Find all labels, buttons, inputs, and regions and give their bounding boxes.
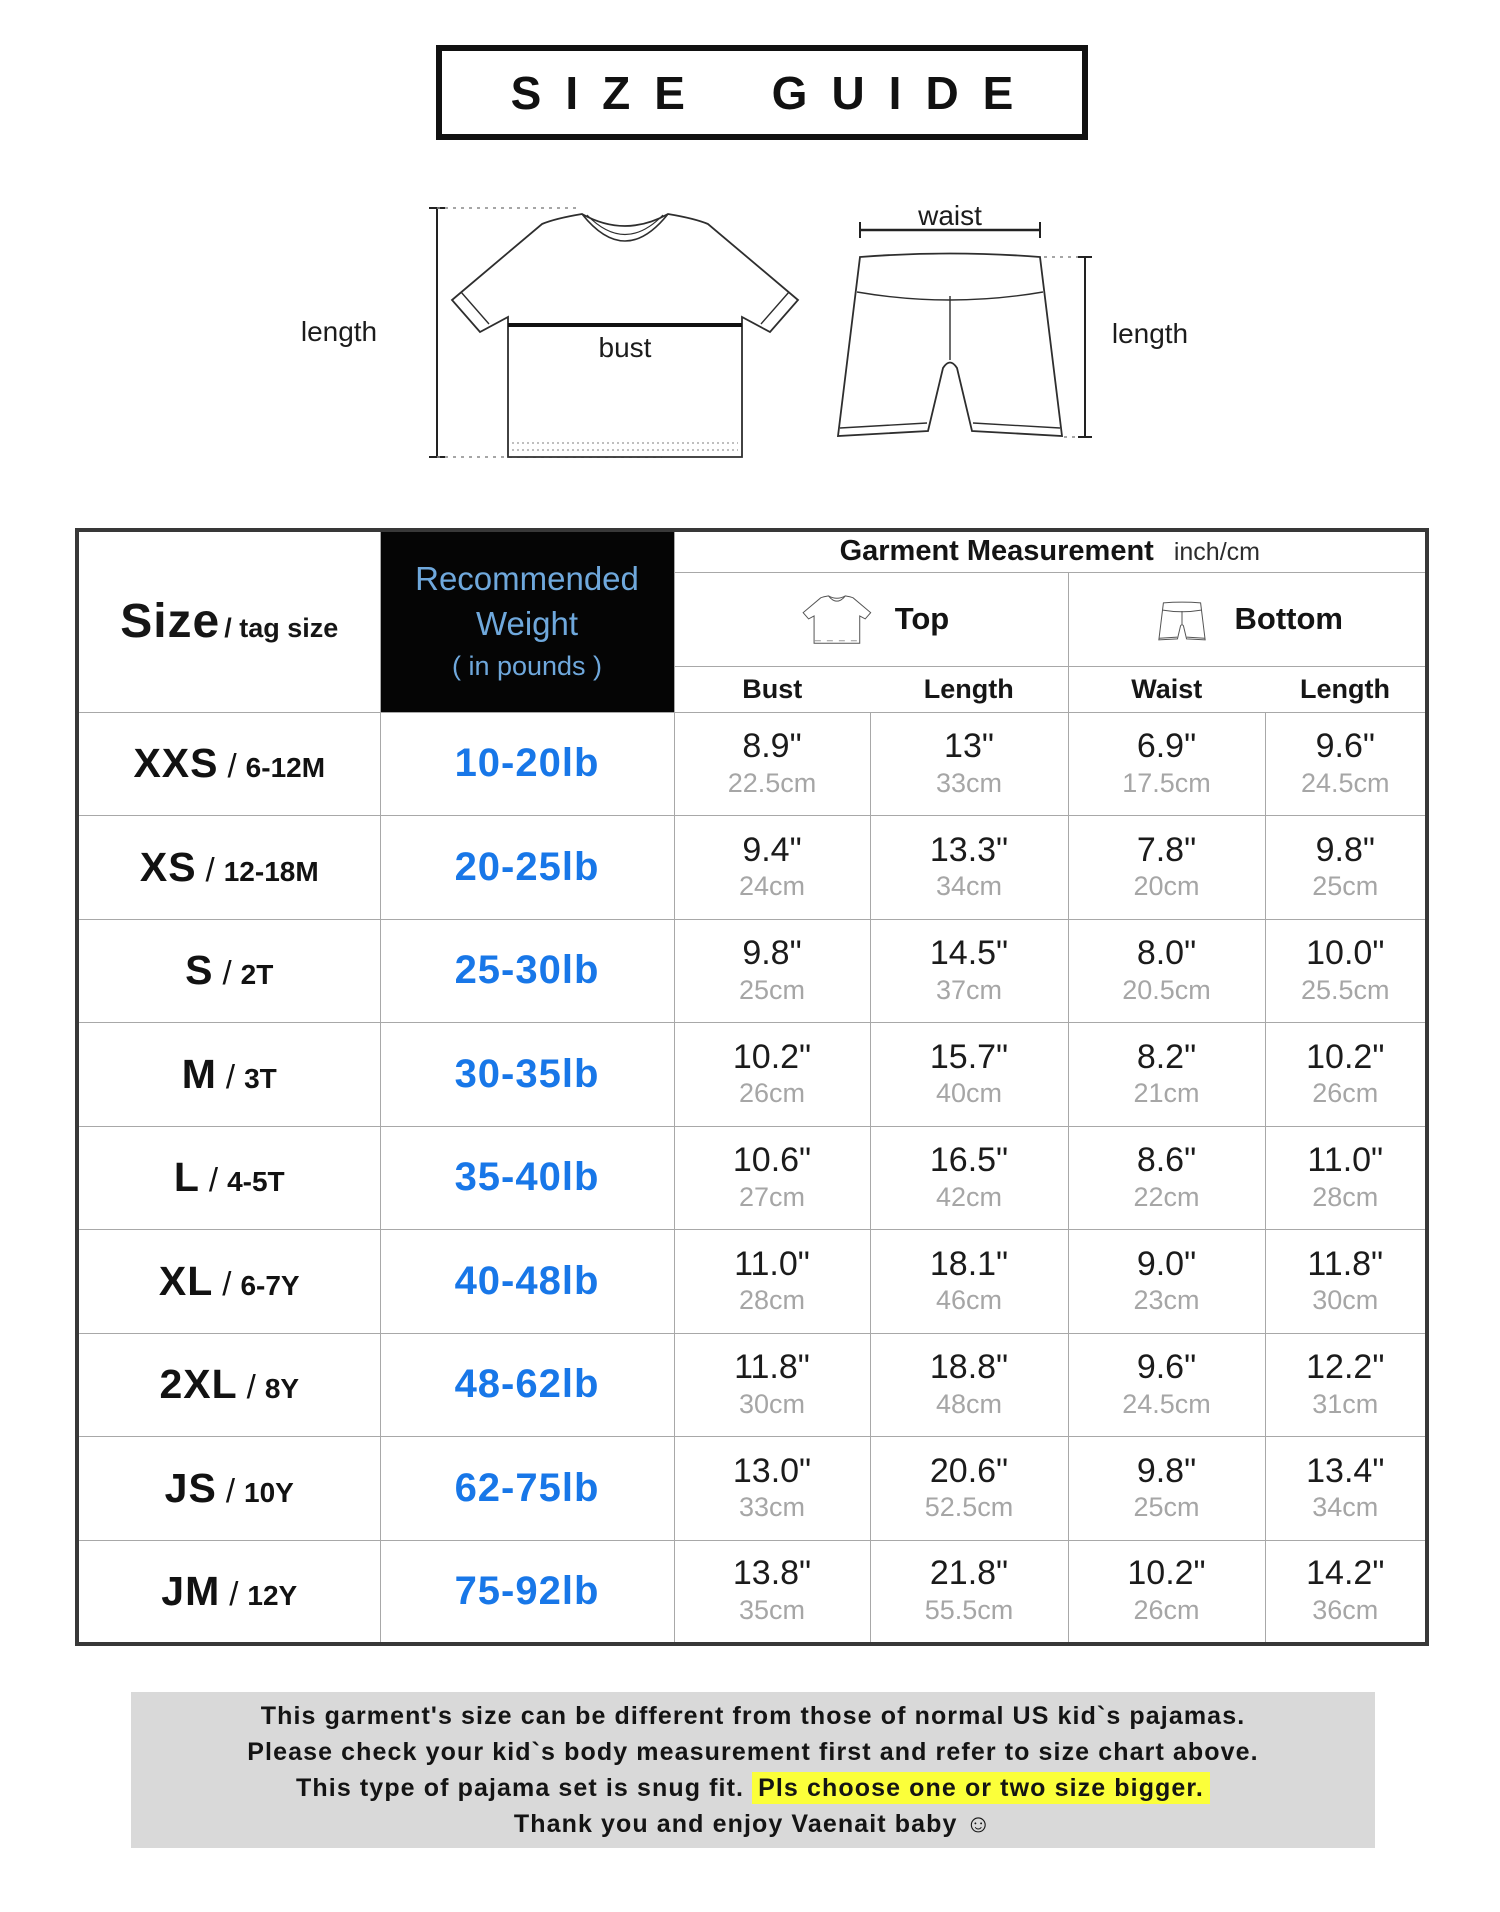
size-separator: / [227,747,237,785]
weight-header-line1: Recommended [415,559,639,597]
garment-measurement-header [674,530,1427,572]
page-title: SIZE GUIDE [510,66,1038,119]
waist-cell [1068,919,1265,1023]
bust-cell [674,1230,870,1334]
top-length-cm-value: 46cm [935,1285,1003,1316]
weight-header-line3: ( in pounds ) [451,651,603,682]
note-line-3-text: This type of pajama set is snug fit. [296,1773,745,1802]
tag-size-label: 12Y [247,1579,298,1611]
size-separator: / [222,1264,232,1302]
top-length-cm-value: 40cm [935,1078,1003,1109]
bust-inch-value: 13.8" [732,1554,812,1593]
weight-cell: 25-30lb [380,919,674,1023]
bust-cm-value: 26cm [738,1078,806,1109]
bottom-length-inch-value: 9.6" [1315,727,1375,766]
bottom-section-header [1068,572,1427,666]
table-row [77,1540,1427,1644]
table-row [77,1333,1427,1437]
top-length-cell [870,1333,1068,1437]
unit-label: inch/cm [1173,538,1260,567]
weight-cell: 40-48lb [380,1230,674,1334]
top-header-label: Top [894,601,950,636]
top-length-inch-value: 13" [944,727,994,766]
top-length-cm-value: 52.5cm [924,1492,1014,1523]
shorts-diagram [790,200,1230,475]
note-line-2: Please check your kid`s body measurement first and refer to size chart above. [247,1737,1259,1766]
top-length-column-header: Length [870,666,1068,712]
bottom-length-inch-value: 12.2" [1306,1348,1385,1387]
table-row [77,712,1427,816]
size-label: JM [161,1567,221,1614]
table-row [77,1126,1427,1230]
waist-cm-value: 17.5cm [1122,767,1211,798]
waist-inch-value: 8.2" [1136,1037,1197,1076]
size-column-header [77,530,380,712]
size-separator: / [205,850,215,888]
bust-column-header: Bust [674,666,870,712]
bottom-length-cm-value: 25cm [1312,871,1379,902]
bust-inch-value: 9.4" [742,830,802,869]
weight-cell: 62-75lb [380,1437,674,1541]
bust-cm-value: 22.5cm [727,767,817,798]
bottom-length-cell [1265,919,1427,1023]
waist-cell [1068,1540,1265,1644]
bust-cm-value: 30cm [738,1388,806,1419]
tag-size-label: 4-5T [227,1166,285,1198]
top-length-cm-value: 42cm [935,1181,1003,1212]
weight-column-header [380,530,674,712]
waist-inch-value: 9.6" [1136,1348,1197,1387]
bottom-length-inch-value: 10.2" [1306,1037,1385,1076]
bust-inch-value: 10.2" [732,1037,812,1076]
top-length-inch-value: 18.8" [929,1348,1009,1387]
table-row [77,919,1427,1023]
bottom-length-cm-value: 30cm [1312,1285,1379,1316]
bottom-length-inch-value: 11.0" [1307,1141,1384,1180]
size-separator: / [229,1574,239,1612]
tag-size-header-label: / tag size [224,613,339,644]
bottom-length-cell [1265,1126,1427,1230]
highlighted-note: Pls choose one or two size bigger. [752,1772,1210,1804]
bottom-length-inch-value: 14.2" [1306,1554,1385,1593]
size-label: XS [139,843,197,890]
waist-label: waist [918,200,982,231]
waist-cm-value: 21cm [1133,1078,1200,1109]
size-label: JS [164,1464,217,1511]
top-length-cell [870,1437,1068,1541]
bust-cm-value: 35cm [738,1595,806,1625]
top-length-inch-value: 16.5" [929,1141,1009,1180]
bottom-length-cell [1265,1023,1427,1127]
weight-cell: 48-62lb [380,1333,674,1437]
note-line-3 [296,1774,1210,1803]
bottom-length-inch-value: 9.8" [1315,830,1375,869]
size-cell [77,1437,380,1541]
size-label: L [173,1154,200,1201]
bust-cell [674,816,870,920]
bust-cell [674,1023,870,1127]
top-length-cell [870,1023,1068,1127]
bottom-length-cm-value: 26cm [1312,1078,1379,1109]
top-length-inch-value: 14.5" [929,934,1009,973]
weight-header-line2: Weight [475,604,579,642]
bottom-length-cell [1265,1437,1427,1541]
tshirt-icon [793,593,873,646]
page-title-box [436,45,1088,140]
bust-inch-value: 9.8" [742,934,802,973]
size-separator: / [225,1057,236,1095]
bottom-length-label: length [1111,318,1189,349]
bust-label: bust [598,332,652,363]
bottom-length-cm-value: 25.5cm [1301,974,1390,1005]
waist-cm-value: 20.5cm [1122,974,1211,1005]
weight-cell: 30-35lb [380,1023,674,1127]
bust-cm-value: 27cm [738,1181,806,1212]
bust-inch-value: 11.0" [734,1244,810,1283]
size-header-label: Size [120,595,221,649]
note-line-1: This garment's size can be different from those of normal US kid`s pajamas. [260,1701,1246,1730]
bottom-length-cm-value: 36cm [1312,1595,1379,1625]
top-length-label: length [300,316,378,347]
waist-inch-value: 9.8" [1136,1451,1197,1490]
size-cell [77,712,380,816]
bottom-length-column-header: Length [1265,666,1427,712]
tag-size-label: 2T [240,959,274,991]
size-cell [77,919,380,1023]
top-length-cell [870,1126,1068,1230]
shorts-icon [1151,591,1213,647]
waist-cell [1068,712,1265,816]
waist-cm-value: 20cm [1133,871,1200,902]
top-section-header [674,572,1068,666]
bust-cell [674,919,870,1023]
table-row [77,1023,1427,1127]
tag-size-label: 3T [244,1062,277,1094]
size-separator: / [246,1368,256,1406]
bottom-length-cell [1265,712,1427,816]
top-length-cell [870,712,1068,816]
waist-cm-value: 25cm [1133,1492,1200,1523]
tag-size-label: 6-7Y [240,1269,300,1301]
waist-inch-value: 6.9" [1136,727,1197,766]
size-table [75,528,1429,1646]
waist-cm-value: 23cm [1133,1285,1200,1316]
bottom-length-cell [1265,816,1427,920]
size-separator: / [222,954,232,992]
top-length-cm-value: 37cm [935,974,1003,1005]
tag-size-label: 6-12M [245,752,326,784]
bust-inch-value: 10.6" [732,1141,812,1180]
table-row [77,816,1427,920]
size-separator: / [225,1471,235,1509]
top-length-cell [870,1230,1068,1334]
bottom-length-cell [1265,1333,1427,1437]
waist-cm-value: 26cm [1133,1595,1200,1625]
waist-cm-value: 24.5cm [1122,1388,1211,1419]
size-cell [77,1126,380,1230]
waist-cell [1068,1230,1265,1334]
shorts-measurement-drawing [800,200,1100,470]
bust-inch-value: 13.0" [732,1451,812,1490]
top-length-inch-value: 18.1" [929,1244,1009,1283]
waist-column-header: Waist [1068,666,1265,712]
tag-size-label: 12-18M [223,855,319,887]
size-separator: / [208,1161,219,1199]
bust-cm-value: 25cm [738,974,806,1005]
bust-cm-value: 33cm [738,1492,806,1523]
waist-inch-value: 8.0" [1136,934,1197,973]
weight-cell: 10-20lb [380,712,674,816]
weight-cell: 20-25lb [380,816,674,920]
waist-cell [1068,1333,1265,1437]
bottom-length-cell [1265,1540,1427,1644]
waist-inch-value: 9.0" [1136,1244,1197,1283]
size-label: S [185,947,214,994]
waist-cm-value: 22cm [1133,1181,1200,1212]
size-cell [77,816,380,920]
bust-cm-value: 28cm [738,1285,806,1316]
smiley-icon: ☺ [965,1809,993,1838]
size-cell [77,1540,380,1644]
note-line-4 [514,1810,992,1839]
size-cell [77,1333,380,1437]
footer-note [131,1692,1375,1848]
top-length-inch-value: 15.7" [929,1037,1009,1076]
bust-inch-value: 8.9" [742,727,802,766]
bust-cm-value: 24cm [738,871,806,902]
top-length-cm-value: 48cm [935,1388,1003,1419]
garment-measurement-label: Garment Measurement [839,535,1154,568]
top-length-inch-value: 21.8" [929,1554,1009,1593]
tshirt-diagram [290,200,810,475]
top-length-cell [870,919,1068,1023]
top-length-cell [870,1540,1068,1644]
bottom-length-cm-value: 24.5cm [1301,767,1390,798]
bust-cell [674,1437,870,1541]
bust-cell [674,712,870,816]
top-length-cm-value: 33cm [935,767,1003,798]
waist-cell [1068,1126,1265,1230]
bust-cell [674,1333,870,1437]
top-length-cm-value: 55.5cm [924,1595,1014,1625]
waist-inch-value: 10.2" [1127,1554,1206,1593]
bottom-header-label: Bottom [1234,601,1344,636]
size-label: XXS [133,740,219,787]
size-label: M [181,1050,217,1097]
bottom-length-cm-value: 28cm [1312,1181,1379,1212]
top-length-inch-value: 13.3" [929,830,1009,869]
tag-size-label: 8Y [264,1373,300,1405]
table-row [77,1437,1427,1541]
table-row [77,1230,1427,1334]
waist-inch-value: 8.6" [1136,1141,1197,1180]
weight-cell: 35-40lb [380,1126,674,1230]
note-line-4-text: Thank you and enjoy Vaenait baby [513,1809,958,1838]
bust-cell [674,1540,870,1644]
size-cell [77,1230,380,1334]
size-label: XL [158,1257,214,1304]
bottom-length-cell [1265,1230,1427,1334]
bottom-length-inch-value: 11.8" [1307,1244,1384,1283]
tag-size-label: 10Y [244,1476,294,1508]
top-length-cm-value: 34cm [935,871,1003,902]
waist-cell [1068,816,1265,920]
weight-cell: 75-92lb [380,1540,674,1644]
size-rows [77,712,1427,1644]
bust-inch-value: 11.8" [734,1348,810,1387]
bottom-length-inch-value: 13.4" [1306,1451,1385,1490]
waist-inch-value: 7.8" [1136,830,1197,869]
waist-cell [1068,1023,1265,1127]
bottom-length-inch-value: 10.0" [1306,934,1385,973]
bottom-length-cm-value: 34cm [1312,1492,1379,1523]
waist-cell [1068,1437,1265,1541]
top-length-cell [870,816,1068,920]
top-length-inch-value: 20.6" [929,1451,1009,1490]
size-cell [77,1023,380,1127]
bottom-length-cm-value: 31cm [1312,1388,1379,1419]
bust-cell [674,1126,870,1230]
size-label: 2XL [159,1361,238,1408]
